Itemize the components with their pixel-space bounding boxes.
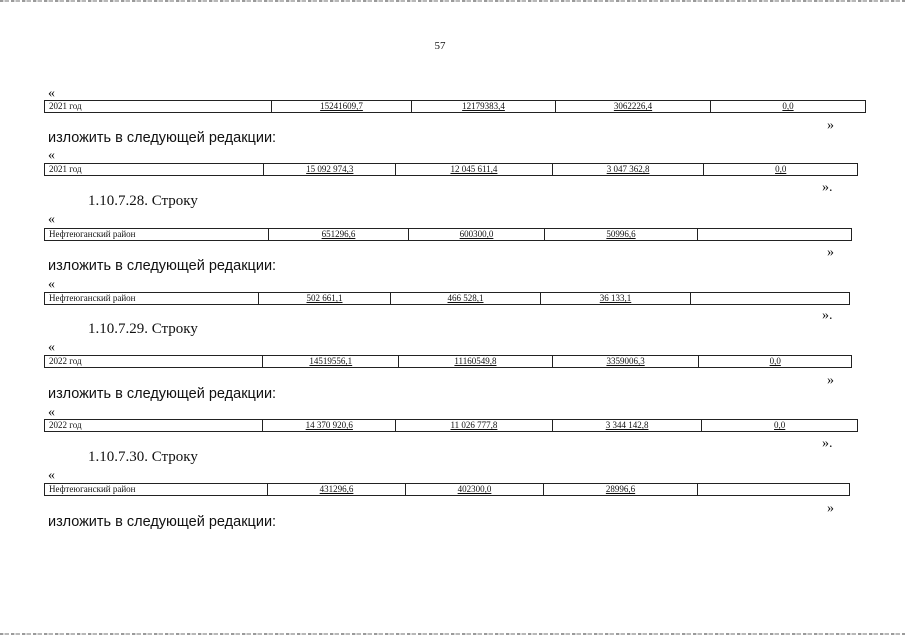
table-row xyxy=(44,100,866,113)
instruction-text: изложить в следующей редакции: xyxy=(48,130,277,146)
table-cell-total: 651296,6 xyxy=(269,229,409,240)
table-cell-regional: 36 133,1 xyxy=(541,293,691,304)
table-cell-regional: 3 047 362,8 xyxy=(553,164,705,175)
table-cell-total: 14 370 920,6 xyxy=(263,420,396,431)
table-cell-regional: 3 344 142,8 xyxy=(553,420,703,431)
close-quote-dot: ». xyxy=(822,308,833,323)
open-quote: « xyxy=(48,277,55,292)
open-quote: « xyxy=(48,148,55,163)
table-row xyxy=(44,163,858,176)
close-quote: » xyxy=(827,245,834,260)
table-cell-federal: 600300,0 xyxy=(409,229,545,240)
table-cell-total: 431296,6 xyxy=(268,484,406,495)
table-cell-regional: 3062226,4 xyxy=(556,101,711,112)
table-cell-regional: 3359006,3 xyxy=(553,356,700,367)
table-cell-local: 0,0 xyxy=(775,164,787,174)
page-number: 57 xyxy=(434,40,446,52)
open-quote: « xyxy=(48,468,55,483)
table-row xyxy=(44,292,850,305)
table-cell-local: 0,0 xyxy=(782,101,794,111)
open-quote: « xyxy=(48,340,55,355)
table-cell-label: 2022 год xyxy=(45,356,263,367)
table-cell-local: 0,0 xyxy=(774,420,786,430)
table-cell-federal: 11 026 777,8 xyxy=(396,420,553,431)
open-quote: « xyxy=(48,86,55,101)
table-cell-federal: 466 528,1 xyxy=(391,293,541,304)
close-quote: » xyxy=(827,373,834,388)
table-cell-label: Нефтеюганский район xyxy=(45,229,269,240)
table-cell-local xyxy=(698,229,851,240)
table-cell-label: 2021 год xyxy=(45,164,264,175)
open-quote: « xyxy=(48,405,55,420)
table-cell-label: 2022 год xyxy=(45,420,263,431)
table-row xyxy=(44,355,852,368)
table-cell-federal: 402300,0 xyxy=(406,484,544,495)
table-cell-label: Нефтеюганский район xyxy=(45,484,268,495)
table-row xyxy=(44,228,852,241)
table-cell-total: 15 092 974,3 xyxy=(264,164,396,175)
table-cell-local: 0,0 xyxy=(769,356,781,366)
close-quote: » xyxy=(827,118,834,133)
table-cell-regional: 50996,6 xyxy=(545,229,698,240)
scan-edge-top xyxy=(0,0,905,2)
table-cell-federal: 12 045 611,4 xyxy=(396,164,553,175)
instruction-text: изложить в следующей редакции: xyxy=(48,514,277,530)
table-cell-label: 2021 год xyxy=(45,101,272,112)
instruction-text: изложить в следующей редакции: xyxy=(48,386,277,402)
open-quote: « xyxy=(48,212,55,227)
section-heading: 1.10.7.29. Строку xyxy=(88,321,198,337)
scan-edge-bottom xyxy=(0,633,905,635)
table-cell-regional: 28996,6 xyxy=(544,484,698,495)
table-cell-total: 15241609,7 xyxy=(272,101,412,112)
table-cell-federal: 12179383,4 xyxy=(412,101,556,112)
table-cell-label: Нефтеюганский район xyxy=(45,293,259,304)
instruction-text: изложить в следующей редакции: xyxy=(48,258,277,274)
section-heading: 1.10.7.28. Строку xyxy=(88,193,198,209)
table-cell-total: 502 661,1 xyxy=(259,293,391,304)
table-cell-federal: 11160549,8 xyxy=(399,356,553,367)
table-cell-local xyxy=(698,484,849,495)
close-quote-dot: ». xyxy=(822,180,833,195)
close-quote-dot: ». xyxy=(822,436,833,451)
table-row xyxy=(44,419,858,432)
table-cell-local xyxy=(691,293,849,304)
table-cell-total: 14519556,1 xyxy=(263,356,399,367)
close-quote: » xyxy=(827,501,834,516)
table-row xyxy=(44,483,850,496)
section-heading: 1.10.7.30. Строку xyxy=(88,449,198,465)
